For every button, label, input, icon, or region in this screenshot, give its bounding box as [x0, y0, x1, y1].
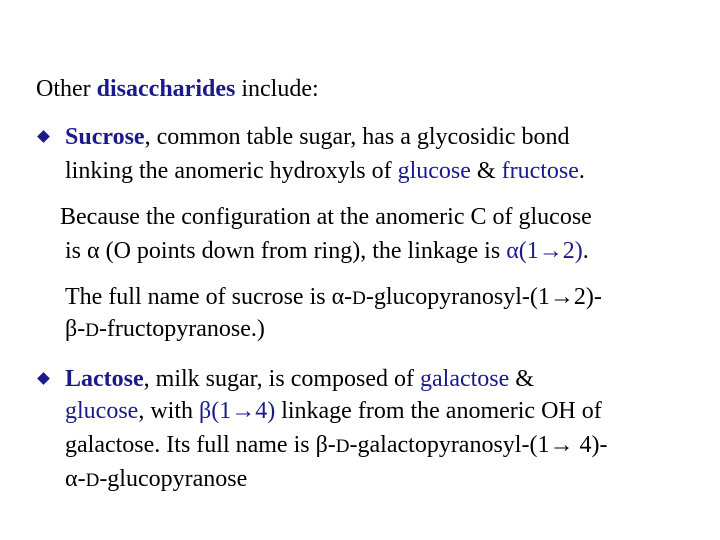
configuration-line-1	[60, 202, 592, 232]
intro-prefix: Other	[36, 76, 97, 102]
glucopyranose-text: -glucopyranose	[99, 466, 248, 492]
d-prefix: D	[85, 470, 100, 491]
lactose-line-1-rest: , milk sugar, is composed of	[143, 366, 420, 392]
full-name-start: The full name of sucrose is α-	[65, 284, 353, 310]
sucrose-line-2-end: .	[578, 158, 585, 184]
sucrose-term: Sucrose	[65, 124, 145, 150]
d-prefix: D	[85, 320, 99, 341]
intro-line	[36, 74, 319, 104]
glucose-word: glucose	[397, 158, 471, 184]
d-prefix: D	[352, 288, 366, 309]
configuration-line-2	[65, 236, 589, 266]
lactose-line-2-a: , with	[138, 398, 199, 424]
intro-suffix: include:	[235, 76, 319, 102]
disaccharides-term: disaccharides	[96, 76, 236, 102]
sucrose-line-2	[65, 156, 585, 186]
configuration-text-1: Because the configuration at the anomeric C of glucose	[60, 204, 592, 230]
configuration-text-2: is α (O points down from ring), the linkage is	[65, 238, 507, 264]
ampersand: &	[509, 366, 534, 392]
lactose-line-1	[65, 364, 534, 394]
lactose-line-3	[65, 430, 607, 462]
full-name-line-2	[65, 314, 265, 346]
bullet-diamond-icon	[37, 130, 50, 143]
galactose-word: galactose	[420, 366, 510, 392]
lactose-line-4	[65, 464, 247, 496]
lactose-line-3-end: -galactopyranosyl-(1→ 4)-	[349, 432, 608, 458]
glucose-word: glucose	[65, 398, 139, 424]
fructose-word: fructose	[501, 158, 579, 184]
sucrose-line-1	[65, 122, 570, 152]
alpha-prefix: α-	[65, 466, 86, 492]
fructopyranose-text: -fructopyranose.)	[98, 316, 265, 342]
sucrose-line-2-start: linking the anomeric hydroxyls of	[65, 158, 398, 184]
beta-prefix: β-	[65, 316, 86, 342]
ampersand: &	[470, 158, 502, 184]
lactose-line-2	[65, 396, 602, 426]
lactose-line-3-start: galactose. Its full name is β-	[65, 432, 336, 458]
alpha-linkage: α(1→2)	[506, 238, 583, 264]
bullet-diamond-icon	[37, 372, 50, 385]
full-name-line-1	[65, 282, 602, 314]
d-prefix: D	[335, 436, 350, 457]
sucrose-line-1-rest: , common table sugar, has a glycosidic bond	[144, 124, 570, 150]
lactose-line-2-b: linkage from the anomeric OH of	[275, 398, 602, 424]
lactose-term: Lactose	[65, 366, 144, 392]
beta-linkage: (1→4)	[211, 398, 276, 424]
configuration-end: .	[582, 238, 589, 264]
full-name-end: -glucopyranosyl-(1→2)-	[365, 284, 602, 310]
beta-symbol: β	[198, 398, 212, 424]
